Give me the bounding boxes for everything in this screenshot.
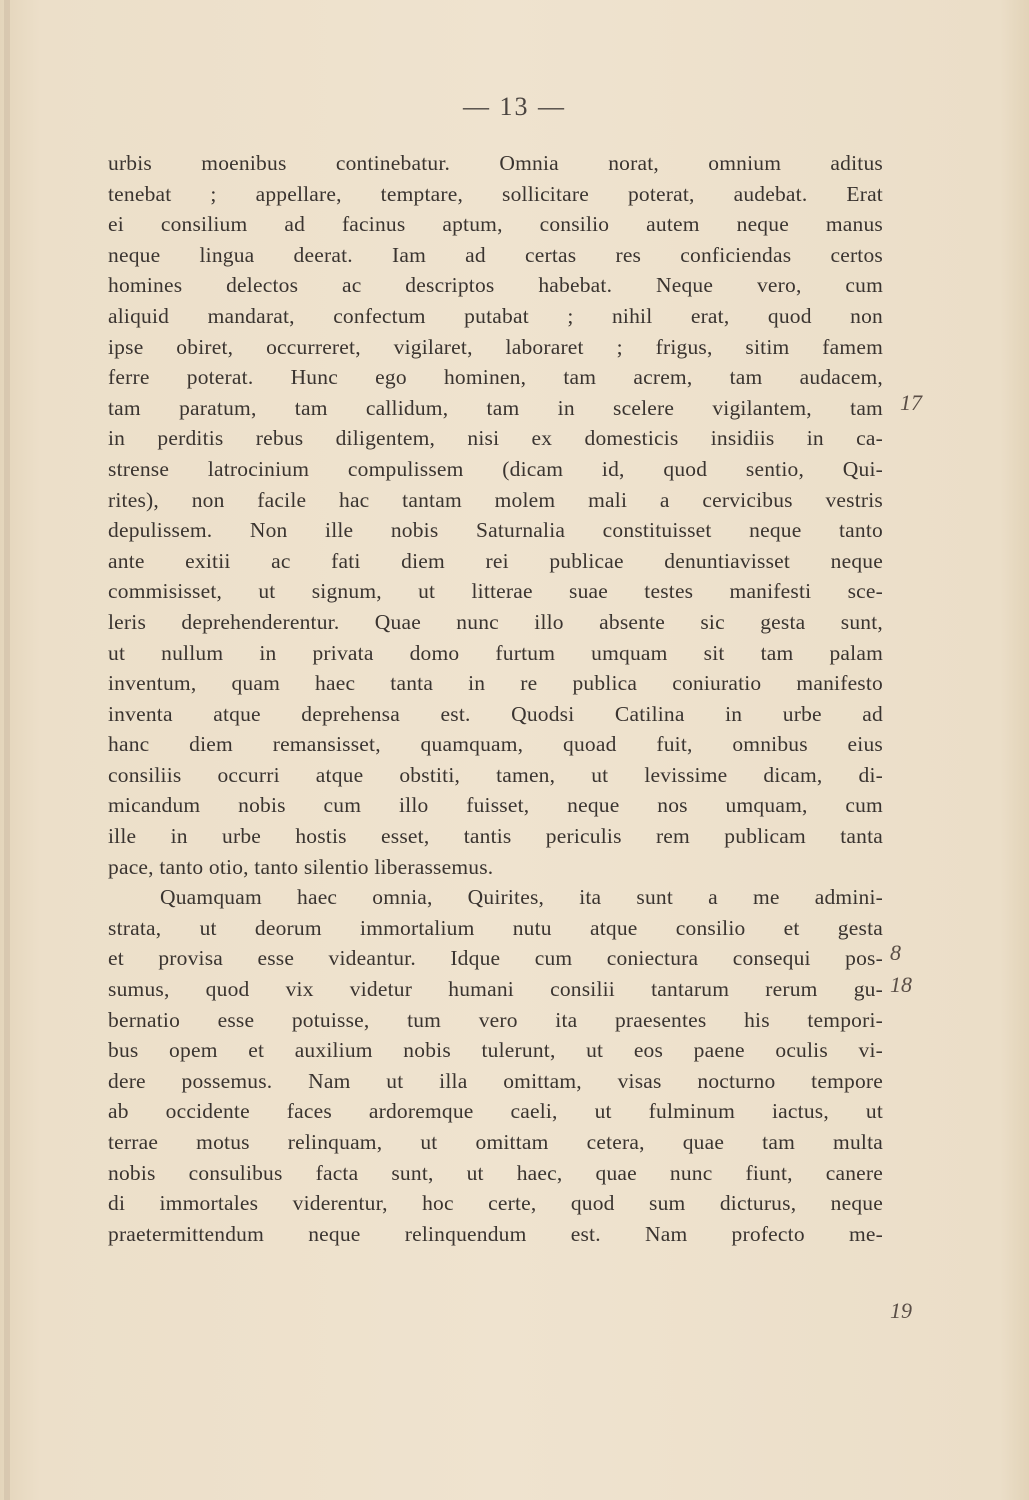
- text-line: strense latrocinium compulissem (dicam id, quod sentio, Qui-: [108, 456, 883, 481]
- text-line: Quamquam haec omnia, Quirites, ita sunt a me admini-: [160, 885, 883, 910]
- text-line: homines delectos ac descriptos habebat. Neque vero, cum: [108, 273, 883, 298]
- text-line: micandum nobis cum illo fuisset, neque nos umquam, cum: [108, 793, 883, 818]
- text-line: terrae motus relinquam, ut omittam cetera, quae tam multa: [108, 1130, 883, 1154]
- text-line: et provisa esse videantur. Idque cum coniectura consequi pos-: [108, 946, 883, 971]
- text-line: inventum, quam haec tanta in re publica coniuratio manifesto: [108, 671, 883, 696]
- text-line: dere possemus. Nam ut illa omittam, visas nocturno tempore: [108, 1068, 883, 1093]
- text-line: inventa atque deprehensa est. Quodsi Catilina in urbe ad: [108, 701, 883, 726]
- text-line: hanc diem remansisset, quamquam, quoad fuit, omnibus eius: [108, 732, 883, 757]
- margin-note-section-19: 19: [890, 1298, 912, 1323]
- text-line: ille in urbe hostis esset, tantis periculis rem publicam tanta: [108, 824, 883, 849]
- text-line: rites), non facile hac tantam molem mali a cervicibus vestris: [108, 487, 883, 512]
- margin-note-section-17: 17: [900, 390, 922, 415]
- text-line: praetermittendum neque relinquendum est. Nam profecto me-: [108, 1221, 883, 1246]
- text-line: ferre poterat. Hunc ego hominen, tam acrem, tam audacem,: [108, 365, 883, 390]
- text-line: bernatio esse potuisse, tum vero ita praesentes his tempori-: [108, 1007, 883, 1032]
- text-line: commisisset, ut signum, ut litterae suae testes manifesti sce-: [108, 579, 883, 604]
- text-line: aliquid mandarat, confectum putabat ; nihil erat, quod non: [108, 303, 883, 328]
- text-line: nobis consulibus facta sunt, ut haec, quae nunc fiunt, canere: [108, 1160, 883, 1185]
- text-line: consiliis occurri atque obstiti, tamen, ut levissime dicam, di-: [108, 762, 883, 787]
- text-line: bus opem et auxilium nobis tulerunt, ut eos paene oculis vi-: [108, 1038, 883, 1063]
- text-line: leris deprehenderentur. Quae nunc illo absente sic gesta sunt,: [108, 609, 883, 634]
- text-line: neque lingua deerat. Iam ad certas res conficiendas certos: [108, 242, 883, 267]
- text-line: depulissem. Non ille nobis Saturnalia constituisset neque tanto: [108, 518, 883, 543]
- text-line: sumus, quod vix videtur humani consilii tantarum rerum gu-: [108, 977, 883, 1002]
- text-line: in perditis rebus diligentem, nisi ex domesticis insidiis in ca-: [108, 426, 883, 451]
- text-line: tenebat ; appellare, temptare, sollicitare poterat, audebat. Erat: [108, 181, 883, 206]
- text-line: tam paratum, tam callidum, tam in scelere vigilantem, tam: [108, 395, 883, 420]
- page-number: — 13 —: [463, 92, 566, 121]
- text-line: strata, ut deorum immortalium nutu atque consilio et gesta: [108, 915, 883, 940]
- text-line: ipse obiret, occurreret, vigilaret, laboraret ; frigus, sitim famem: [108, 334, 883, 359]
- margin-note-chapter-8: 8: [890, 940, 901, 965]
- body-text: [108, 148, 883, 1249]
- margin-note-section-18: 18: [890, 972, 912, 997]
- text-line: ut nullum in privata domo furtum umquam sit tam palam: [108, 640, 883, 665]
- text-line: ab occidente faces ardoremque caeli, ut fulminum iactus, ut: [108, 1099, 883, 1124]
- binding-edge: [4, 0, 10, 1500]
- text-line: pace, tanto otio, tanto silentio liberassemus.: [108, 854, 494, 879]
- text-line: ei consilium ad facinus aptum, consilio autem neque manus: [108, 212, 883, 237]
- text-line: ante exitii ac fati diem rei publicae denuntiavisset neque: [108, 548, 883, 573]
- text-line: urbis moenibus continebatur. Omnia norat, omnium aditus: [108, 151, 883, 175]
- text-line: di immortales viderentur, hoc certe, quod sum dicturus, neque: [108, 1191, 883, 1216]
